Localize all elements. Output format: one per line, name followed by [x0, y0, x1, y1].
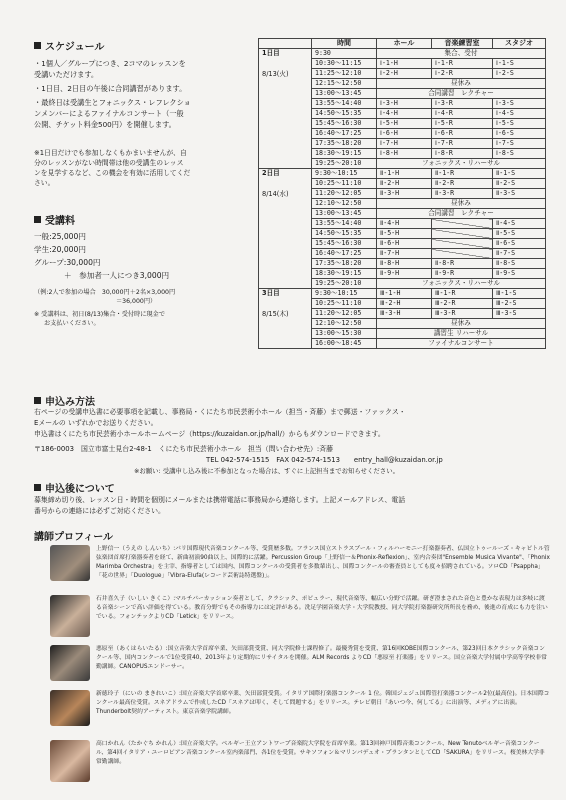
- slot-cell: Ⅱ-5-S: [493, 229, 546, 239]
- schedule-table: [258, 38, 546, 349]
- schedule-text: ・1個人／グループにつき、2コマのレッスンを 受講いただけます。 ・1日目、2日目の午後に合同講習があります。 ・最終日は受講生とフォニックス・レフレクショ ンメンバーによるファイナルコンサート（一般 公開、チケット料金500円）を開催します。: [34, 59, 191, 129]
- time-cell: 12:15～12:50: [312, 79, 377, 89]
- slot-cell: Ⅰ-1-S: [493, 59, 546, 69]
- bullet-square-icon: [34, 397, 41, 404]
- slot-cell: Ⅰ-7-H: [377, 139, 432, 149]
- slot-cell: Ⅰ-4-R: [432, 109, 493, 119]
- merged-cell: 昼休み: [377, 199, 546, 209]
- slot-cell: Ⅱ-2-S: [493, 179, 546, 189]
- time-cell: 10:25～11:10: [312, 299, 377, 309]
- slot-cell: Ⅰ-8-R: [432, 149, 493, 159]
- schedule-heading: スケジュール: [34, 38, 104, 53]
- slot-cell: Ⅰ-5-H: [377, 119, 432, 129]
- time-cell: 11:20～12:05: [312, 309, 377, 319]
- slot-cell: Ⅲ-2-S: [493, 299, 546, 309]
- slot-cell: Ⅱ-1-R: [432, 169, 493, 179]
- slot-cell: Ⅱ-1-H: [377, 169, 432, 179]
- merged-cell: ファイナルコンサート: [377, 339, 546, 349]
- slot-cell: Ⅰ-2-H: [377, 69, 432, 79]
- slot-cell: Ⅲ-1-H: [377, 289, 432, 299]
- time-cell: 13:55～14:40: [312, 99, 377, 109]
- merged-cell: フォニックス・リハーサル: [377, 279, 546, 289]
- slot-cell: Ⅱ-9-R: [432, 269, 493, 279]
- table-row: [259, 49, 546, 59]
- slot-cell: Ⅱ-4-H: [377, 219, 432, 229]
- slot-cell: Ⅱ-7-H: [377, 249, 432, 259]
- schedule-note: ※1日目だけでも参加しなくもかまいませんが、自 分のレッスンがない時間帯は他の受講生のレッス ンを見学するなど、この機会を有効に活用してくだ さい。: [34, 149, 191, 187]
- slot-cell: Ⅱ-8-R: [432, 259, 493, 269]
- time-cell: 12:10～12:50: [312, 319, 377, 329]
- time-cell: 13:00～13:45: [312, 209, 377, 219]
- fee-example: （例:2人で参加の場合 30,000円＋2名×3,000円 ＝36,000円） ※ 受講料は、初日(8/13)集合・受付時に現金で お支払いください。: [34, 289, 176, 327]
- time-cell: 16:40～17:25: [312, 129, 377, 139]
- bullet-square-icon: [34, 42, 41, 49]
- time-cell: 18:30～19:15: [312, 149, 377, 159]
- slot-cell: Ⅱ-7-S: [493, 249, 546, 259]
- slot-cell: Ⅲ-3-H: [377, 309, 432, 319]
- slot-cell: Ⅰ-2-S: [493, 69, 546, 79]
- day-date: 8/13(火): [262, 70, 289, 78]
- fee-list: 一般:25,000円 学生:20,000円 グループ:30,000円 ＋ 参加者一人につき3,000円: [34, 232, 170, 280]
- time-cell: 18:30～19:15: [312, 269, 377, 279]
- day-label: 1日目: [262, 49, 280, 57]
- slot-cell: Ⅱ-2-R: [432, 179, 493, 189]
- profile-photo: [50, 740, 90, 782]
- merged-cell: 合同講習 レクチャー: [377, 209, 546, 219]
- profile-1: 上野信一（うえの しんいち）:パリ国際現代音楽コンクール等、受賞歴多数。フランス国立ストラスブール・フィルハーモニー打楽器奏者、仏国立トゥールーズ・キャピトル管弦楽団首席打楽器奏者を経て、新曲初演90曲以上、国際的に活躍。Percussion Group「上野信一＆Phonix-Reflexion」、室内合奏団"Ensemble Musica Vivante"、「Phonix Marimba Orchestra」を主宰、指導者としては国内、国際コンクールの受賞者を多数輩出し、国際コンクールの審査員としても度々招聘されている。ソロCD「Psappha」「花の世界」「Duologue」「Vibra-Elufa(レコード芸術誌特選盤)」。: [50, 545, 550, 581]
- slot-cell: [432, 229, 493, 239]
- profile-3: 悪原至（あくはらいたる）:国立音楽大学首席卒業、矢田部賞受賞、同大学院修士課程修了。最優秀賞を受賞、第16回KOBE国際コンクール、第23回日本クラシック音楽コンクール等、国内コンクールで1位受賞40、2013年より定期的にリサイタルを開催。ALM Records よりCD「悪原至 打楽器」をリリース。国立音楽大学付属中学高等学校非常勤講師。CANOPUSエンドーサー。: [50, 645, 550, 681]
- slot-cell: Ⅰ-5-R: [432, 119, 493, 129]
- time-cell: 10:30～11:15: [312, 59, 377, 69]
- merged-cell: 合同講習 レクチャー: [377, 89, 546, 99]
- slot-cell: Ⅰ-3-R: [432, 99, 493, 109]
- time-cell: 19:25～20:10: [312, 159, 377, 169]
- day-cell: [259, 289, 312, 349]
- day-label: 3日目: [262, 289, 280, 297]
- merged-cell: 講習生 リハーサル: [377, 329, 546, 339]
- time-cell: 11:20～12:05: [312, 189, 377, 199]
- slot-cell: Ⅰ-8-S: [493, 149, 546, 159]
- slot-cell: Ⅰ-3-H: [377, 99, 432, 109]
- time-cell: 17:35～18:20: [312, 259, 377, 269]
- slot-cell: Ⅰ-7-R: [432, 139, 493, 149]
- slot-cell: Ⅱ-1-S: [493, 169, 546, 179]
- time-cell: 14:50～15:35: [312, 229, 377, 239]
- slot-cell: Ⅰ-8-H: [377, 149, 432, 159]
- slot-cell: Ⅲ-2-H: [377, 299, 432, 309]
- day-date: 8/14(水): [262, 190, 289, 198]
- profile-photo: [50, 690, 90, 726]
- slot-cell: Ⅱ-3-S: [493, 189, 546, 199]
- time-cell: 10:25～11:10: [312, 179, 377, 189]
- profile-photo: [50, 595, 90, 637]
- slot-cell: Ⅰ-4-S: [493, 109, 546, 119]
- time-cell: 9:30: [312, 49, 377, 59]
- slot-cell: Ⅱ-3-R: [432, 189, 493, 199]
- slot-cell: Ⅱ-6-S: [493, 239, 546, 249]
- slot-cell: Ⅰ-1-R: [432, 59, 493, 69]
- slot-cell: Ⅱ-2-H: [377, 179, 432, 189]
- time-cell: 13:55～14:40: [312, 219, 377, 229]
- slot-cell: Ⅱ-4-S: [493, 219, 546, 229]
- slot-cell: Ⅱ-9-H: [377, 269, 432, 279]
- day-date: 8/15(木): [262, 310, 289, 318]
- time-cell: 13:00～13:45: [312, 89, 377, 99]
- profile-photo: [50, 645, 90, 681]
- slot-cell: Ⅱ-8-H: [377, 259, 432, 269]
- slot-cell: Ⅰ-7-S: [493, 139, 546, 149]
- slot-cell: [432, 249, 493, 259]
- slot-cell: Ⅰ-4-H: [377, 109, 432, 119]
- time-cell: 17:35～18:20: [312, 139, 377, 149]
- apply-heading: 申込み方法: [34, 393, 95, 408]
- merged-cell: 昼休み: [377, 319, 546, 329]
- slot-cell: Ⅱ-8-S: [493, 259, 546, 269]
- after-text: 募集締め切り後、レッスン日・時間を個別にメールまたは携帯電話に事務局から連絡します。上記メールアドレス、電話 番号からの連絡には必ずご対応ください。: [34, 496, 406, 515]
- time-cell: 12:10～12:50: [312, 199, 377, 209]
- table-row: [259, 169, 546, 179]
- time-cell: 15:45～16:30: [312, 239, 377, 249]
- time-cell: 14:50～15:35: [312, 109, 377, 119]
- fee-heading: 受講料: [34, 212, 75, 227]
- merged-cell: 集合、受付: [377, 49, 546, 59]
- table-row: [259, 289, 546, 299]
- slot-cell: Ⅰ-5-S: [493, 119, 546, 129]
- slot-cell: [432, 219, 493, 229]
- slot-cell: Ⅱ-3-H: [377, 189, 432, 199]
- slot-cell: Ⅲ-1-R: [432, 289, 493, 299]
- slot-cell: Ⅰ-6-H: [377, 129, 432, 139]
- slot-cell: Ⅱ-9-S: [493, 269, 546, 279]
- profile-heading: 講師プロフィール: [34, 532, 113, 543]
- day-cell: [259, 49, 312, 169]
- time-cell: 9:30～10:15: [312, 289, 377, 299]
- slot-cell: Ⅱ-6-H: [377, 239, 432, 249]
- slot-cell: Ⅲ-1-S: [493, 289, 546, 299]
- bullet-square-icon: [34, 484, 41, 491]
- time-cell: 9:30～10:15: [312, 169, 377, 179]
- slot-cell: Ⅲ-3-R: [432, 309, 493, 319]
- slot-cell: Ⅲ-2-R: [432, 299, 493, 309]
- time-cell: 11:25～12:10: [312, 69, 377, 79]
- profile-2: 石井喜久子（いしい きくこ）:マルチパーカッション奏者として、クラシック、ポピュラー、現代音楽等、幅広い分野で活躍。研ぎ澄まされた音色と豊かな表現力は多岐に渡る音楽シーンで高い評価を得ている。教育分野でもその指導力には定評がある。洗足学園音楽大学・大学院教授、同大学院打楽器研究所所長を務め、後進の育成にも力を注いでいる。フォンテックよりCD「Letick」をリリース。: [50, 595, 550, 637]
- profile-4: 新徳玲子（にいの まきれいこ）:国立音楽大学首席卒業、矢田部賞受賞。イタリア国際打楽器コンクール 1 位。韓国ジェジュ国際管打楽器コンクール2位(最高位)。日本国際コンクール最高位受賞。スネアドラムで作成したCD「スネアは叩く、そして問題する」をリリース。テレビ朝日「あいつ今、何してる」に出演等、メディアに出演。Thunderbolt契約アーティスト。東京音楽学院講師。: [50, 690, 550, 726]
- merged-cell: 昼休み: [377, 79, 546, 89]
- day-label: 2日目: [262, 169, 280, 177]
- day-cell: [259, 169, 312, 289]
- bullet-square-icon: [34, 216, 41, 223]
- time-cell: 19:25～20:10: [312, 279, 377, 289]
- slot-cell: Ⅰ-6-S: [493, 129, 546, 139]
- profile-photo: [50, 545, 90, 581]
- slot-cell: Ⅲ-3-S: [493, 309, 546, 319]
- time-cell: 15:45～16:30: [312, 119, 377, 129]
- time-cell: 16:40～17:25: [312, 249, 377, 259]
- slot-cell: Ⅰ-2-R: [432, 69, 493, 79]
- slot-cell: Ⅰ-1-H: [377, 59, 432, 69]
- slot-cell: Ⅱ-5-H: [377, 229, 432, 239]
- slot-cell: Ⅰ-6-R: [432, 129, 493, 139]
- profile-5: 高口かれん（たかぐち かれん）:国立音楽大学。ベルギー王立アントワープ音楽院大学院を首席卒業。第13回神戸国際音楽コンクール、New Tenutoベルギー音楽コンクール、第4回イタリア・ユーロピアン音楽コンクール室内楽部門、各1位を受賞。サキソフォン＆マリンバデュオ・プランタンとしてCD「SAKURA」をリリース。桜美林大学非常勤講師。: [50, 740, 550, 782]
- slot-cell: Ⅰ-3-S: [493, 99, 546, 109]
- apply-text: 右ページの受講申込書に必要事項を記載し、事務局・くにたち市民芸術小ホール（担当・斉藤）まで郵送・ファックス・ Eメールの いずれかでお送りください。 申込書はくにたち市民芸術小ホールホームページ（https://kuzaidan.or.jp/hall/）からもダウンロードできます。 〒186-0003 国立市富士見台2-48-1 くにたち市民芸術小ホール 担当（問い合わせ先）:斉藤 TEL 042-574-1515 FAX 042-574-1513 entry_hall@kuzaidan.or.jp ※お願い: 受講申し込み後に不参加となった場合は、すぐに上記担当までお知らせください。: [34, 408, 443, 475]
- time-cell: 16:00～18:45: [312, 339, 377, 349]
- schedule-table-wrap: [258, 38, 546, 349]
- table-header-row: 時間 ホール 音楽練習室 スタジオ: [259, 39, 546, 49]
- slot-cell: [432, 239, 493, 249]
- time-cell: 13:00～15:30: [312, 329, 377, 339]
- merged-cell: フォニックス・リハーサル: [377, 159, 546, 169]
- after-heading: 申込後について: [34, 480, 115, 495]
